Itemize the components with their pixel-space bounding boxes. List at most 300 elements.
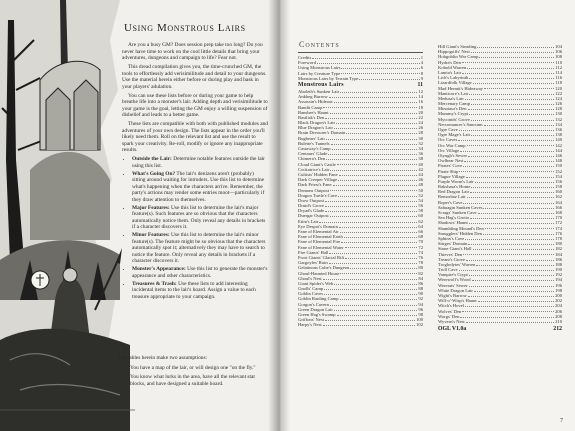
toc-section-heading[interactable] xyxy=(298,82,423,89)
toc-entry-page: 42 xyxy=(418,166,423,172)
dot-leader xyxy=(336,120,417,124)
toc-entry-title: Will-o'-Wisp's Haunt xyxy=(438,298,477,304)
toc-entry-page: 156 xyxy=(555,178,562,184)
toc-entry-page: 134 xyxy=(555,121,562,127)
toc-entry-page: 120 xyxy=(555,85,562,91)
toc-entry-title: Wyvern's Nest xyxy=(438,318,465,324)
dot-leader xyxy=(341,65,419,69)
dot-leader xyxy=(345,255,417,259)
dot-leader xyxy=(478,210,555,214)
toc-entry-title: Manticore's Lair xyxy=(438,90,469,96)
toc-entry-page: 192 xyxy=(555,272,562,278)
toc-entry-page: 142 xyxy=(555,142,562,148)
toc-entry-title: Gargoyles' Ruin xyxy=(298,260,328,266)
toc-entry-page: 200 xyxy=(555,293,562,298)
toc-entry[interactable] xyxy=(298,322,423,327)
toc-entry-page: 172 xyxy=(555,220,562,226)
dot-leader xyxy=(339,172,418,176)
toc-entry-page: 206 xyxy=(555,308,562,314)
toc-entry-title: Bugbears' Lair xyxy=(298,135,325,141)
toc-entry-page: 132 xyxy=(555,116,562,122)
list-item: 1. You have a map of the lair, or will design one "on the fly." xyxy=(130,365,268,372)
toc-entry-page: 40 xyxy=(418,161,423,167)
toc-entry-title: Worgs' Den xyxy=(438,313,460,319)
dot-leader xyxy=(329,260,418,264)
toc-entry-page: 174 xyxy=(555,225,562,231)
dot-leader xyxy=(465,96,554,100)
toc-entry-page: 188 xyxy=(555,261,562,267)
dot-leader xyxy=(458,137,554,141)
toc-entry-title: Vampire's Crypt xyxy=(438,272,468,278)
dot-leader xyxy=(337,162,418,166)
toc-entry-title: Ogre Cave xyxy=(438,127,458,132)
assumptions-intro: The tables herein make two assumptions: xyxy=(118,355,208,361)
assumptions-block xyxy=(118,355,268,390)
toc-entry-page: 84 xyxy=(418,275,423,281)
toc-entry-page: 186 xyxy=(555,256,562,262)
toc-entry-title: Owlbear Nest xyxy=(438,158,464,164)
dot-leader xyxy=(463,200,554,204)
dot-leader xyxy=(466,319,554,323)
toc-entry-title: Shambling Mound's Den xyxy=(438,225,484,231)
toc-entry-page: 140 xyxy=(555,137,562,143)
toc-entry-page: 94 xyxy=(418,301,423,307)
toc-entry-page: 50 xyxy=(418,187,423,193)
toc-entry-page: 146 xyxy=(555,152,562,158)
dot-leader xyxy=(331,141,418,145)
dot-leader xyxy=(473,80,555,84)
dot-leader xyxy=(471,184,554,188)
toc-entry-title: Cockatrice's Lair xyxy=(298,166,330,172)
dot-leader xyxy=(469,91,554,95)
toc-entry-title: Using Monstrous Lairs xyxy=(298,65,341,71)
dot-leader xyxy=(330,110,418,114)
dot-leader xyxy=(334,281,417,285)
dot-leader xyxy=(325,198,417,202)
dot-leader xyxy=(467,65,554,69)
intro-text xyxy=(122,42,268,303)
toc-entry-title: Eye Despot's Domain xyxy=(298,223,338,229)
toc-entry-page: 20 xyxy=(418,109,423,115)
toc-entry-title: Ghoul-Haunted House xyxy=(298,270,340,276)
toc-entry-page: 58 xyxy=(418,208,423,214)
toc-entry-title: Cultists' Hidden Fane xyxy=(298,171,338,177)
dot-leader xyxy=(326,136,417,140)
dot-leader xyxy=(340,296,418,300)
dot-leader xyxy=(471,101,554,105)
dot-leader xyxy=(462,70,554,74)
dot-leader xyxy=(345,245,418,249)
dot-leader xyxy=(471,117,554,121)
bullet-term: Major Features: xyxy=(132,204,170,211)
toc-entry-title: Scrags' Sunken Cave xyxy=(438,210,477,215)
list-item xyxy=(132,156,268,169)
toc-entry-title: Medusa's Lair xyxy=(438,95,464,101)
ogl-label: OGL V1.0a xyxy=(438,326,467,333)
toc-entry-page: 202 xyxy=(555,298,562,304)
dot-leader xyxy=(334,125,417,129)
toc-entry-title: Kobold Warren xyxy=(438,64,467,70)
dot-leader xyxy=(469,283,554,287)
toc-entry-page: 16 xyxy=(418,99,423,105)
toc-entry-title: Troglodytes' Warren xyxy=(438,261,476,267)
toc-entry-page: 160 xyxy=(555,189,562,195)
page-number: 7 xyxy=(560,418,563,424)
toc-entry-title: Fane of Elemental Fire xyxy=(298,239,341,245)
toc-entry-title: Wererats' Sewer xyxy=(438,282,468,288)
dot-leader xyxy=(465,303,554,307)
bullet-term: What's Going On? xyxy=(132,170,176,177)
toc-entry-title: Druid's Grove xyxy=(298,203,324,209)
toc-entry-page: 72 xyxy=(418,244,423,250)
toc-entry-title: Werewolf's Wood xyxy=(438,277,471,283)
toc-entry-title: Wolves' Den xyxy=(438,308,462,314)
toc-entry-page: 150 xyxy=(555,163,562,169)
toc-entry-title: Frost Giants' Glacial Rift xyxy=(298,254,345,260)
list-item xyxy=(132,266,268,279)
dot-leader xyxy=(466,174,554,178)
toc-entry-page: 180 xyxy=(555,241,562,247)
toc-entry-page: 56 xyxy=(418,203,423,209)
toc-entry-title: Chimera's Den xyxy=(298,156,326,162)
toc-entry-title: Necromancer's Sanctum xyxy=(438,121,483,127)
toc-entry-page: 162 xyxy=(555,194,562,200)
bullet-text: Use this list to generate the monster's appearance and other characteristics. xyxy=(132,266,268,279)
toc-entry-page: 104 xyxy=(555,44,562,49)
toc-entry-title: Foreword xyxy=(298,60,316,66)
toc-entry-title: Hippogriffs' Nest xyxy=(438,49,470,55)
toc-entry-page: 164 xyxy=(555,199,562,205)
dot-leader xyxy=(459,267,554,271)
dot-leader xyxy=(326,156,417,160)
toc-entry-page: 30 xyxy=(418,135,423,141)
dot-leader xyxy=(341,239,417,243)
toc-entry-title: Bulette's Tunnels xyxy=(298,140,330,146)
toc-entry-title: Orc Village xyxy=(438,147,460,153)
toc-entry-page: 8 xyxy=(420,70,423,76)
list-item: 2. You know what lurks in the area, have all the relevant stat blocks, and have designed a suitable hoard. xyxy=(130,374,268,387)
toc-entry-page: 210 xyxy=(555,318,562,324)
toc-entry-title: Gorgon's Cavern xyxy=(298,301,329,307)
toc-entry-page: 182 xyxy=(555,246,562,252)
toc-entry-title: Red Dragon Lair xyxy=(438,189,470,195)
toc-entry-page: 122 xyxy=(555,90,562,96)
dot-leader xyxy=(460,314,554,318)
dot-leader xyxy=(330,302,417,306)
toc-entry-title: Remorhaz Lair xyxy=(438,194,466,200)
bullet-text: Determine notable features outside the lair using this list. xyxy=(132,156,265,169)
toc-entry-page: 152 xyxy=(555,168,562,174)
toc-entry-page: 80 xyxy=(418,265,423,271)
toc-lair-list xyxy=(438,44,562,324)
toc-entry-title: Griffons' Nest xyxy=(298,317,324,323)
dot-leader xyxy=(330,213,418,217)
toc-entry-page: 24 xyxy=(418,120,423,126)
dot-leader xyxy=(459,169,554,173)
toc-entry-page: 144 xyxy=(555,147,562,153)
dot-leader xyxy=(341,71,419,75)
list-item xyxy=(132,171,268,204)
toc-entry-title: Brain Devourer's Domain xyxy=(298,130,346,136)
bullet-text: The lair's denizens aren't (probably) sitting around waiting for intruders. Use this list to determine what's happening when the characters arrive. Remember, the party's actions may render some entries moot—particularly if they draw attention to themselves. xyxy=(132,170,265,203)
toc-entry-page: 44 xyxy=(418,171,423,177)
dot-leader xyxy=(471,49,554,53)
dot-leader xyxy=(479,54,554,58)
toc-entry-title: Orc War Camp xyxy=(438,142,466,148)
toc-entry-page: 158 xyxy=(555,184,562,190)
dot-leader xyxy=(471,132,554,136)
dot-leader xyxy=(483,231,554,235)
toc-entry-page: 166 xyxy=(555,204,562,210)
toc-entry-title: Centaurs' Glade xyxy=(298,151,328,157)
toc-entry-title: Sphinx's Cave xyxy=(438,235,465,241)
toc-entry-page: 102 xyxy=(416,322,423,328)
toc-entry-title: Blue Dragon's Lair xyxy=(298,125,334,131)
toc-entry-page: 204 xyxy=(555,303,562,309)
toc-entry-page: 62 xyxy=(418,218,423,224)
toc-entry-title: Green Hag's Swamp xyxy=(298,312,336,317)
toc-entry-page: 118 xyxy=(555,80,562,86)
toc-entry-title: Sea Hag's Grotto xyxy=(438,215,470,221)
toc-front-matter xyxy=(298,55,423,81)
dot-leader xyxy=(468,106,555,110)
dot-leader xyxy=(337,312,418,316)
paragraph: Are you a busy GM? Does session prep take too long? Do you never have time to work on the cool little details that bring your adventures, dungeons and campaign to life? Fear not. xyxy=(122,42,263,61)
dot-leader xyxy=(474,288,554,292)
toc-entry-title: Lairs by Creature Type xyxy=(298,70,341,76)
dot-leader xyxy=(350,265,417,269)
toc-entry-title: Harpy's Nest xyxy=(298,322,322,328)
bullet-term: Treasures & Trash: xyxy=(132,280,177,287)
toc-entry-title: Dark Creeper Village xyxy=(298,177,338,183)
ogl-page: 212 xyxy=(553,326,562,333)
toc-entry-title: Lich's Labyrinth xyxy=(438,75,469,81)
toc-entry-page: 170 xyxy=(555,215,562,221)
toc-entry-page: 52 xyxy=(418,192,423,198)
toc-entry-title: Bandit Camp xyxy=(298,104,323,110)
dot-leader xyxy=(468,241,554,245)
dot-leader xyxy=(338,177,417,181)
toc-entry-title: Goblin Caves xyxy=(298,291,324,297)
toc-entry-title: Pirate Ship xyxy=(438,168,459,174)
toc-entry-page: 138 xyxy=(555,132,562,138)
bullet-term: Minor Features: xyxy=(132,232,170,238)
feature-list xyxy=(122,156,268,300)
toc-entry-title: Minotaur's Den xyxy=(438,106,467,112)
dot-leader xyxy=(463,163,554,167)
toc-entry-title: Basilisk's Den xyxy=(298,114,325,120)
toc-entry-title: Troll Cave xyxy=(438,267,458,273)
forest-illustration xyxy=(0,0,135,431)
toc-entry-title: Credits xyxy=(298,55,312,60)
toc-entry-page: 4 xyxy=(420,60,423,66)
toc-entry-page: 126 xyxy=(555,101,562,107)
dot-leader xyxy=(462,60,554,64)
toc-entry-title: Duergar Outpost xyxy=(298,213,329,219)
toc-entry-page: 54 xyxy=(418,197,423,203)
dot-leader xyxy=(460,148,554,152)
toc-entry-title: Assassin's Hideout xyxy=(298,99,333,105)
dot-leader xyxy=(324,291,417,295)
bullet-text: Use these lists to add interesting incidental items to the lair's hoard. Assign a value to each treasure appropriate to your campaign. xyxy=(132,280,256,300)
toc-entry-page: 112 xyxy=(555,64,562,70)
paragraph: These lists are compatible with both with published modules and adventures of your own design. The lists appear in the order you'll likely need them. Roll on the relevant list and use the result to spark your creativity. Re-roll, modify or ignore any inappropriate results. xyxy=(122,121,268,153)
dot-leader xyxy=(340,89,417,93)
toc-entry-page: 190 xyxy=(555,267,562,273)
toc-entry-title: Demons Outpost xyxy=(298,187,330,193)
paragraph: This dread compilation gives you, the time-crunched GM, the tools to effortlessly add verisimilitude and detail to your dungeons. Use the material herein either before or during play and bask in your players' adulation. xyxy=(122,64,267,90)
dot-leader xyxy=(325,203,417,207)
toc-entry-page: 196 xyxy=(555,282,562,288)
left-page xyxy=(0,0,278,431)
toc-entry-title: Orc Caves xyxy=(438,137,458,143)
toc-entry-title: Dragon Turtle's Cave xyxy=(298,192,338,198)
toc-entry-page: 60 xyxy=(418,213,423,219)
toc-entry-title: Thieves' Den xyxy=(438,251,463,257)
toc-entry-title: Black Dragon's Lair xyxy=(298,120,336,126)
dot-leader xyxy=(330,188,417,192)
toc-entry-title: Giant Spider's Web xyxy=(298,280,334,286)
toc-entry-page: 66 xyxy=(418,229,423,234)
toc-entry-title: Goblin Raiding Camp xyxy=(298,296,339,302)
dot-leader xyxy=(464,158,554,162)
toc-entry-title: Purple Worm's Lair xyxy=(438,178,474,184)
dot-leader xyxy=(319,219,417,223)
toc-entry-title: Witch's Hovel xyxy=(438,303,465,309)
dot-leader xyxy=(484,86,554,90)
contents-title: Contents xyxy=(299,40,340,49)
dot-leader xyxy=(470,189,554,193)
toc-entry-title: Mad Hermit's Hideaway xyxy=(438,85,483,91)
dot-leader xyxy=(340,271,417,275)
toc-entry-page: 194 xyxy=(555,277,562,283)
toc-entry-title: Hydra's Den xyxy=(438,59,461,65)
toc-entry-page: 86 xyxy=(418,280,423,286)
dot-leader xyxy=(465,236,554,240)
divider xyxy=(298,52,423,53)
toc-entry-title: Lamia's Lair xyxy=(438,69,462,75)
toc-entry-title: Fane of Elemental Air xyxy=(298,229,339,234)
dot-leader xyxy=(468,293,554,297)
dot-leader xyxy=(324,286,417,290)
dot-leader xyxy=(329,250,417,254)
toc-entry-title: Castaway's Camp xyxy=(298,146,331,151)
toc-entry-page: 70 xyxy=(418,239,423,245)
toc-entry[interactable] xyxy=(298,76,423,81)
toc-entry-page: 128 xyxy=(555,106,562,112)
toc-entry-page: 88 xyxy=(418,286,423,292)
toc-entry-page: 26 xyxy=(418,125,423,131)
toc-entry-page: 178 xyxy=(555,235,562,241)
toc-column-1 xyxy=(298,55,423,328)
toc-entry-title: Smugglers' Hidden Den xyxy=(438,230,482,236)
toc-entry-title: Fane of Elemental Water xyxy=(298,244,344,250)
toc-entry-title: Dryad's Glade xyxy=(298,208,325,214)
dot-leader xyxy=(470,215,554,219)
toc-entry-page: 82 xyxy=(418,270,423,276)
toc-entry-page: 48 xyxy=(418,182,423,188)
toc-entry-page: 1 xyxy=(420,55,423,60)
toc-lair-list xyxy=(298,89,423,328)
dot-leader xyxy=(469,272,554,276)
dot-leader xyxy=(325,208,417,212)
dot-leader xyxy=(467,143,555,147)
toc-entry-title: Fane of Elemental Earth xyxy=(298,234,343,240)
toc-entry-title: Cloud Giant's Castle xyxy=(298,161,336,167)
toc-entry-page: 28 xyxy=(418,130,423,136)
toc-entry-page: 9 xyxy=(420,75,423,81)
paragraph: You can use these lists before or during your game to help breathe life into a monster's lair. Adding depth and verisimilitude to your game is the goal, letting the GM enjoy a willing suspension of disbelief and leads to a better game. xyxy=(122,92,268,118)
dot-leader xyxy=(473,246,555,250)
toc-entry[interactable] xyxy=(438,319,562,324)
dot-leader xyxy=(334,99,418,103)
page-number: 6 xyxy=(10,418,13,424)
toc-entry-title: Wight's Barrow xyxy=(438,293,467,298)
toc-entry-page: 12 xyxy=(418,88,423,94)
toc-entry-page: 76 xyxy=(418,254,423,260)
toc-ogl-entry[interactable] xyxy=(438,326,562,332)
dot-leader xyxy=(332,146,418,150)
toc-entry-title: Gelatinous Cube's Dungeon xyxy=(298,265,350,271)
toc-entry-title: Sahuagin Sunken Caves xyxy=(438,204,483,210)
toc-entry-title: Lizardfolk Village xyxy=(438,80,472,86)
dot-leader xyxy=(334,307,417,311)
section-heading-title: Monstrous Lairs xyxy=(298,81,344,88)
toc-entry-page: 92 xyxy=(418,296,423,302)
dot-leader xyxy=(323,276,418,280)
toc-entry-title: Fire Giants' Hall xyxy=(298,249,329,255)
assumptions-list xyxy=(118,365,268,388)
toc-entry-title: Ettin's Lair xyxy=(298,218,319,224)
dot-leader xyxy=(323,322,415,326)
toc-entry-title: Treant's Grove xyxy=(438,256,466,262)
toc-entry-title: Shadows' Haunt xyxy=(438,220,468,226)
dot-leader xyxy=(346,130,417,134)
dot-leader xyxy=(459,127,554,131)
dot-leader xyxy=(325,115,417,119)
toc-entry-title: Stirges' Domain xyxy=(438,241,468,247)
toc-entry-page: 130 xyxy=(555,111,562,117)
toc-entry-page: 176 xyxy=(555,230,562,236)
dot-leader xyxy=(485,226,554,230)
toc-entry-title: Drow Outpost xyxy=(298,197,325,203)
dot-leader xyxy=(478,298,554,302)
dot-leader xyxy=(462,309,554,313)
toc-entry-page: 106 xyxy=(555,49,562,55)
dot-leader xyxy=(323,105,417,109)
dot-leader xyxy=(329,94,418,98)
toc-entry-title: Mummy's Crypt xyxy=(438,111,469,117)
toc-entry-page: 124 xyxy=(555,95,562,101)
toc-entry-page: 14 xyxy=(418,94,423,100)
toc-entry-page: 32 xyxy=(418,140,423,146)
dot-leader xyxy=(469,220,554,224)
toc-entry-title: Pirates' Cove xyxy=(438,163,463,169)
toc-entry-title: Green Dragon Lair xyxy=(298,306,333,312)
bullet-term: Outside the Lair: xyxy=(132,156,172,162)
toc-entry-title: Hobgoblin War Camp xyxy=(438,54,479,60)
toc-entry-page: 90 xyxy=(418,291,423,297)
list-item xyxy=(132,232,268,265)
dot-leader xyxy=(359,76,419,80)
toc-entry-page: 68 xyxy=(418,234,423,240)
dot-leader xyxy=(328,151,417,155)
toc-entry-page: 116 xyxy=(555,75,562,81)
toc-entry-title: Rakshasa's Home xyxy=(438,184,471,190)
bullet-text: Use this list to determine the lair's minor feature(s). The feature might be so obvious that the characters automatically spot it; alternatively they may have to search to notice the feature. Only reveal any details in brackets if a character discovers it. xyxy=(132,232,266,264)
toc-entry-title: Stone Giant's Hall xyxy=(438,246,472,252)
toc-entry-page: 96 xyxy=(418,306,423,312)
